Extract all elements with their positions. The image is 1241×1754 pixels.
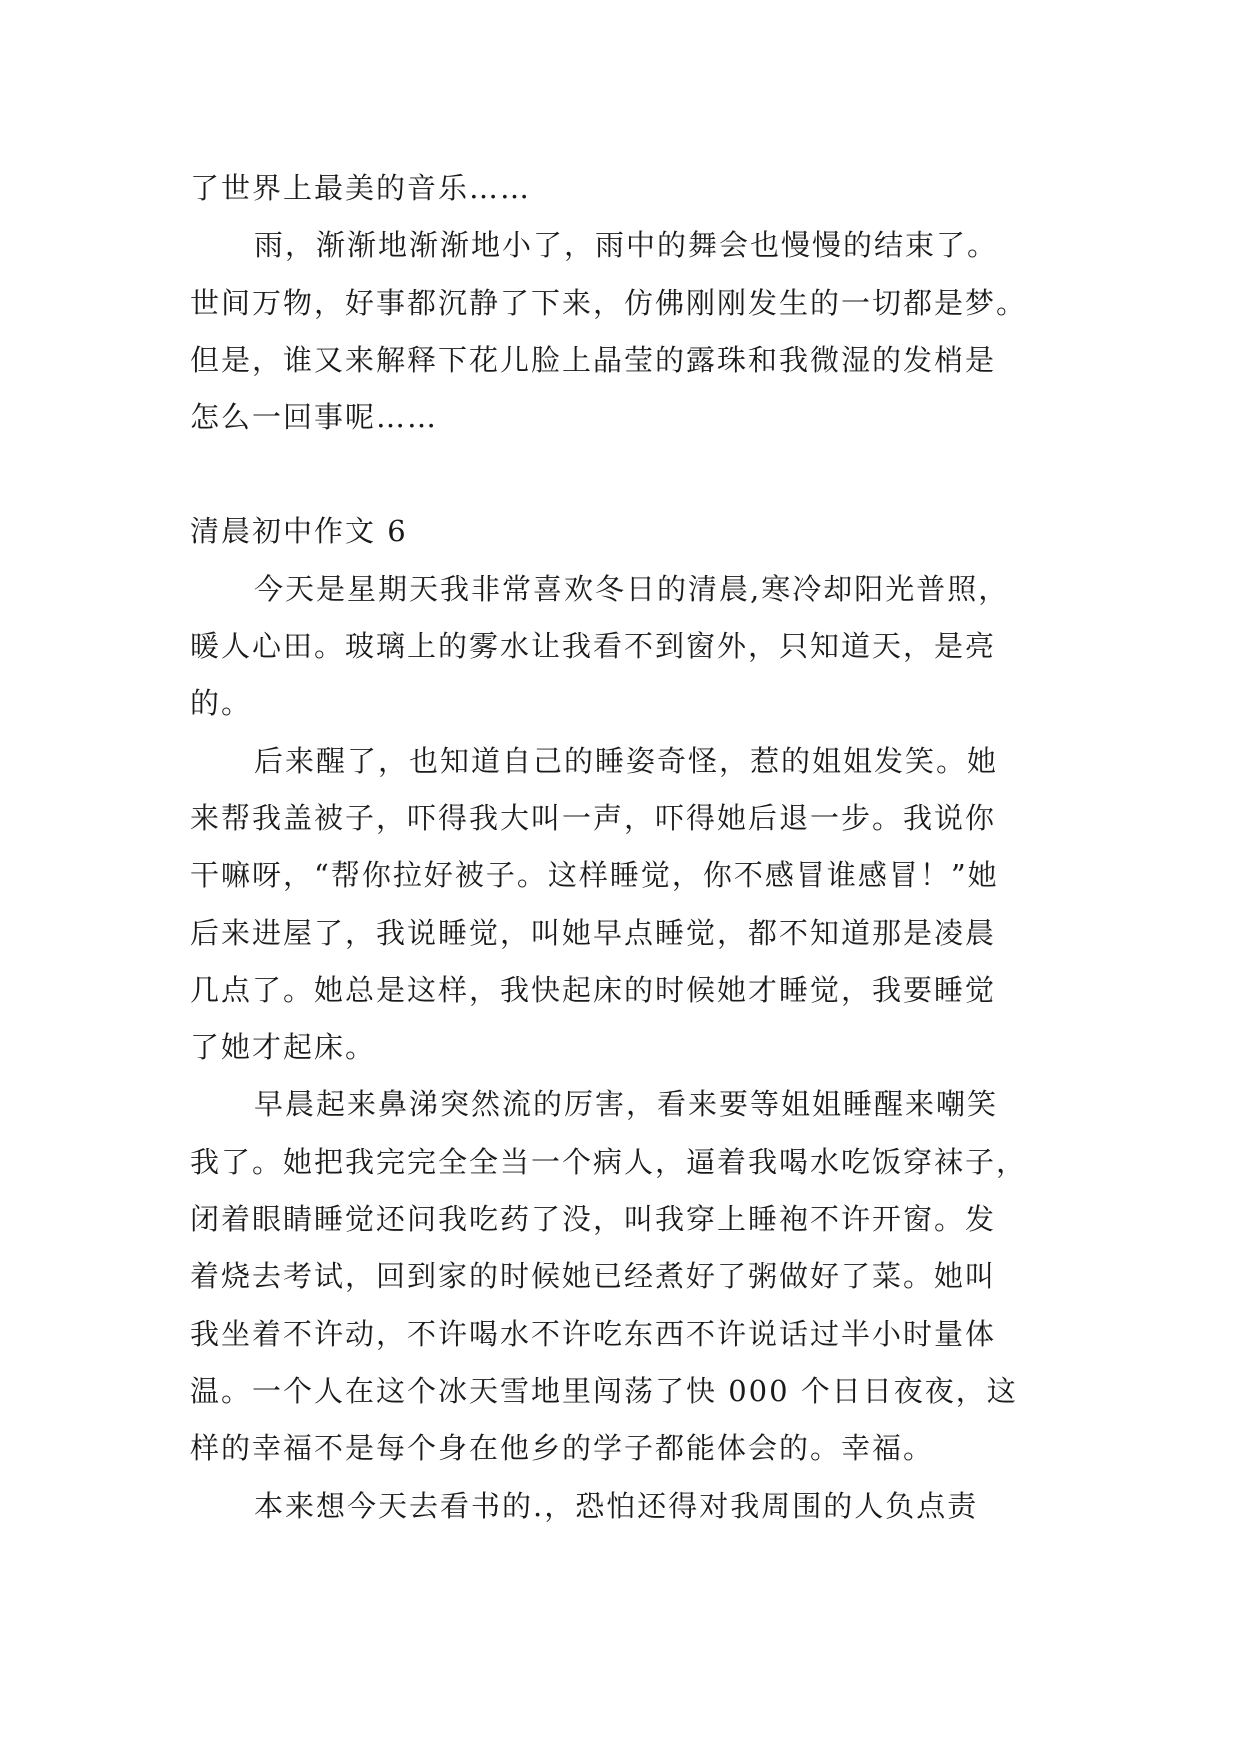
text-line: 样的幸福不是每个身在他乡的学子都能体会的。幸福。: [190, 1431, 935, 1466]
paragraph-start: 今天是星期天我非常喜欢冬日的清晨,寒冷却阳光普照，: [254, 571, 1010, 606]
paragraph-start: 雨，渐渐地渐渐地小了，雨中的舞会也慢慢的结束了。: [254, 228, 999, 263]
text-line: 温。一个人在这个冰天雪地里闯荡了快 000 个日日夜夜，这: [190, 1373, 1018, 1408]
paragraph-start: 本来想今天去看书的.，恐怕还得对我周围的人负点责: [254, 1488, 979, 1523]
text-line: 我坐着不许动，不许喝水不许吃东西不许说话过半小时量体: [190, 1316, 997, 1351]
text-line: 的。: [190, 686, 253, 721]
text-line: 干嘛呀，“帮你拉好被子。这样睡觉，你不感冒谁感冒！”她: [190, 858, 999, 893]
document-page: [190, 160, 1060, 1535]
text-line: 但是，谁又来解释下花儿脸上晶莹的露珠和我微湿的发梢是: [190, 342, 997, 377]
text-line: 后来进屋了，我说睡觉，叫她早点睡觉，都不知道那是凌晨: [190, 915, 997, 950]
text-line: 了世界上最美的音乐……: [190, 171, 532, 205]
text-line: 了她才起床。: [190, 1030, 377, 1065]
text-line: 怎么一回事呢……: [190, 400, 439, 435]
text-line: 来帮我盖被子，吓得我大叫一声，吓得她后退一步。我说你: [190, 800, 997, 835]
text-line: 几点了。她总是这样，我快起床的时候她才睡觉，我要睡觉: [190, 972, 997, 1007]
text-line: 暖人心田。玻璃上的雾水让我看不到窗外，只知道天，是亮: [190, 629, 997, 664]
section-gap: [190, 446, 1060, 503]
section-heading: 清晨初中作文 6: [190, 514, 408, 549]
paragraph-start: 后来醒了，也知道自己的睡姿奇怪，惹的姐姐发笑。她: [254, 743, 999, 778]
paragraph-start: 早晨起来鼻涕突然流的厉害，看来要等姐姐睡醒来嘲笑: [254, 1087, 999, 1122]
text-line: 闭着眼睛睡觉还问我吃药了没，叫我穿上睡袍不许开窗。发: [190, 1202, 997, 1237]
text-line: 着烧去考试，回到家的时候她已经煮好了粥做好了菜。她叫: [190, 1259, 997, 1294]
text-line: 我了。她把我完完全全当一个病人，逼着我喝水吃饭穿袜子，: [190, 1144, 1028, 1179]
text-line: 世间万物，好事都沉静了下来，仿佛刚刚发生的一切都是梦。: [190, 285, 1028, 320]
